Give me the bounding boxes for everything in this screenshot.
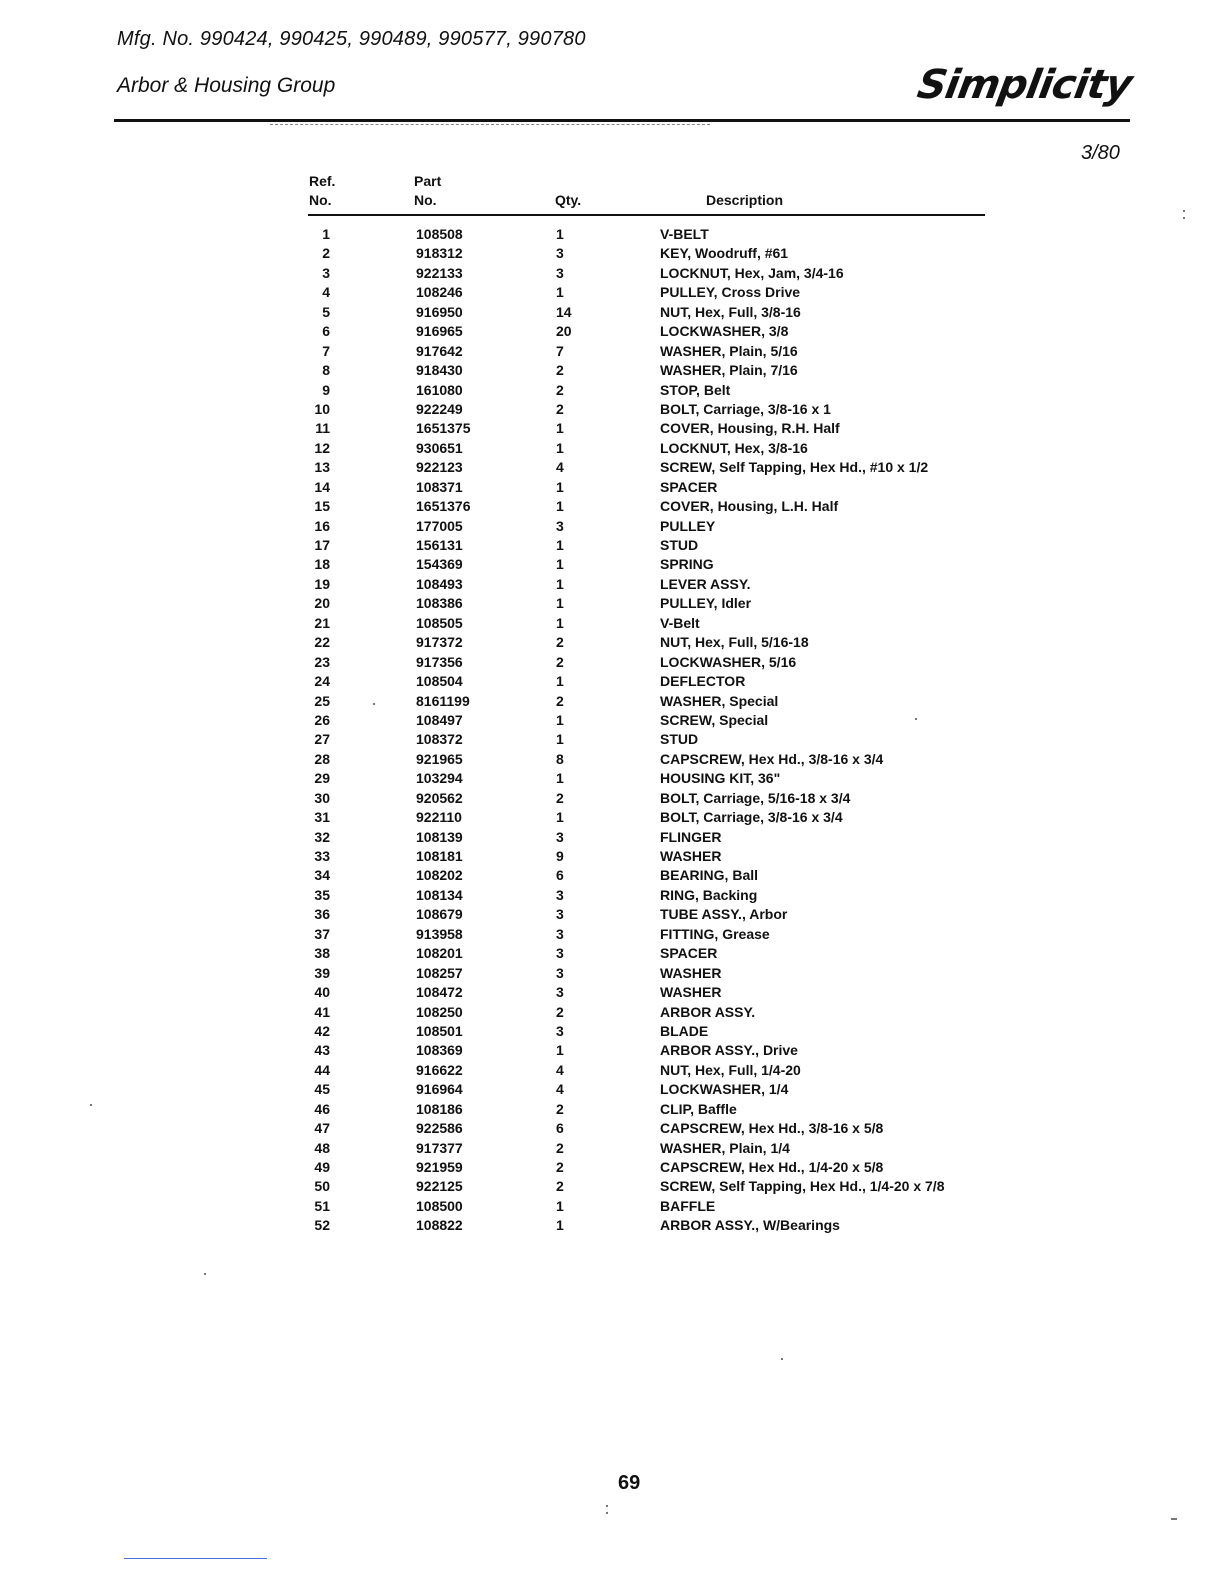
table-row: [300, 1119, 1020, 1138]
table-row: [300, 400, 1020, 419]
description-cell: BEARING, Ball: [660, 867, 759, 884]
ref-no-cell: 11: [315, 420, 330, 437]
part-no-cell: 1651375: [416, 420, 471, 437]
ref-no-cell: 46: [314, 1100, 330, 1117]
scan-speck: [781, 1358, 783, 1360]
ref-no-cell: 51: [314, 1197, 330, 1214]
ref-no-cell: 32: [314, 828, 330, 845]
part-no-cell: 922586: [416, 1120, 463, 1137]
qty-cell: 8: [556, 750, 564, 767]
ref-no-cell: 22: [314, 634, 330, 651]
table-row: [300, 828, 1020, 847]
description-cell: SCREW, Self Tapping, Hex Hd., #10 x 1/2: [660, 459, 929, 476]
ref-no-cell: 35: [314, 886, 330, 903]
part-no-cell: 913958: [416, 925, 463, 942]
ref-no-cell: 7: [322, 342, 330, 359]
description-cell: LOCKWASHER, 3/8: [660, 323, 789, 340]
ref-no-cell: 39: [314, 964, 330, 981]
qty-cell: 9: [556, 848, 564, 864]
description-cell: SCREW, Self Tapping, Hex Hd., 1/4-20 x 7/8: [660, 1178, 945, 1195]
ref-no-cell: 48: [314, 1139, 330, 1156]
description-cell: WASHER: [660, 984, 722, 1001]
column-header-description: Description: [706, 192, 784, 208]
part-no-cell: 917356: [416, 653, 463, 670]
part-no-cell: 1651376: [416, 498, 471, 515]
page-number: 69: [618, 1472, 641, 1494]
ref-no-cell: 44: [314, 1061, 330, 1078]
ref-no-cell: 2: [322, 245, 330, 262]
revision-date: 3/80: [1081, 142, 1120, 164]
ref-no-cell: 36: [314, 906, 330, 923]
group-title: Arbor & Housing Group: [117, 74, 336, 97]
ref-no-cell: 3: [322, 264, 330, 281]
scan-speck: [606, 1505, 608, 1507]
part-no-cell: 108472: [416, 984, 463, 1001]
ref-no-cell: 15: [314, 498, 330, 515]
part-no-cell: 108181: [416, 848, 463, 864]
table-row: [300, 303, 1020, 322]
table-row: [300, 1100, 1020, 1119]
qty-cell: 1: [556, 1042, 564, 1059]
part-no-cell: 108369: [416, 1042, 463, 1059]
column-header-ref-line1: Ref.: [309, 173, 336, 189]
qty-cell: 1: [556, 498, 564, 515]
description-cell: WASHER: [660, 964, 722, 981]
description-cell: CAPSCREW, Hex Hd., 3/8-16 x 3/4: [660, 750, 884, 767]
qty-cell: 3: [556, 925, 564, 942]
ref-no-cell: 52: [314, 1217, 330, 1234]
part-no-cell: 103294: [416, 770, 463, 787]
qty-cell: 6: [556, 867, 564, 884]
column-header-part-line1: Part: [414, 173, 442, 189]
qty-cell: 2: [556, 1100, 564, 1117]
part-no-cell: 916965: [416, 323, 463, 340]
qty-cell: 3: [556, 906, 564, 923]
ref-no-cell: 24: [314, 673, 330, 690]
qty-cell: 1: [556, 439, 564, 456]
qty-cell: 4: [556, 459, 564, 476]
table-row: [300, 555, 1020, 574]
table-row: [300, 750, 1020, 769]
ref-no-cell: 18: [314, 556, 330, 573]
table-row: [300, 886, 1020, 905]
ref-no-cell: 30: [314, 789, 330, 806]
description-cell: ARBOR ASSY.: [660, 1003, 756, 1020]
qty-cell: 2: [556, 1159, 564, 1175]
part-no-cell: 922249: [416, 400, 463, 417]
description-cell: NUT, Hex, Full, 3/8-16: [660, 303, 801, 320]
ref-no-cell: 29: [314, 770, 330, 787]
description-cell: CLIP, Baffle: [660, 1100, 737, 1117]
part-no-cell: 108386: [416, 595, 463, 612]
qty-cell: 2: [556, 692, 564, 709]
description-cell: DEFLECTOR: [660, 673, 746, 690]
table-row: [300, 944, 1020, 963]
description-cell: LEVER ASSY.: [660, 575, 751, 592]
qty-cell: 3: [556, 1022, 564, 1039]
table-row: [300, 769, 1020, 788]
qty-cell: 2: [556, 362, 564, 379]
table-row: [300, 575, 1020, 594]
description-cell: SPACER: [660, 478, 718, 495]
description-cell: CAPSCREW, Hex Hd., 3/8-16 x 5/8: [660, 1120, 884, 1137]
qty-cell: 1: [556, 556, 564, 573]
part-no-cell: 916622: [416, 1061, 463, 1078]
table-row: [300, 1061, 1020, 1080]
ref-no-cell: 34: [314, 867, 330, 884]
qty-cell: 1: [556, 770, 564, 787]
qty-cell: 1: [556, 575, 564, 592]
qty-cell: 1: [556, 537, 564, 553]
ref-no-cell: 1: [322, 226, 330, 242]
part-no-cell: 108371: [416, 478, 463, 495]
scan-speck: [915, 718, 917, 720]
table-row: [300, 672, 1020, 691]
scan-speck: [606, 1512, 608, 1514]
ref-no-cell: 41: [314, 1003, 330, 1020]
qty-cell: 2: [556, 381, 564, 398]
qty-cell: 1: [556, 809, 564, 826]
part-no-cell: 108822: [416, 1217, 463, 1234]
qty-cell: 1: [556, 614, 564, 631]
description-cell: FLINGER: [660, 828, 722, 845]
part-no-cell: 108186: [416, 1100, 463, 1117]
part-no-cell: 922123: [416, 459, 463, 476]
ref-no-cell: 27: [314, 731, 330, 748]
description-cell: SPRING: [660, 556, 714, 573]
description-cell: COVER, Housing, R.H. Half: [660, 420, 840, 437]
table-row: [300, 983, 1020, 1002]
description-cell: BOLT, Carriage, 5/16-18 x 3/4: [660, 789, 851, 806]
ref-no-cell: 23: [314, 653, 330, 670]
table-row: [300, 1177, 1020, 1196]
description-cell: COVER, Housing, L.H. Half: [660, 498, 839, 515]
table-row: [300, 692, 1020, 711]
qty-cell: 2: [556, 1178, 564, 1195]
part-no-cell: 108679: [416, 906, 463, 923]
table-row: [300, 866, 1020, 885]
description-cell: TUBE ASSY., Arbor: [660, 906, 788, 923]
ref-no-cell: 19: [314, 575, 330, 592]
qty-cell: 20: [556, 323, 572, 340]
description-cell: WASHER: [660, 848, 722, 864]
part-no-cell: 8161199: [416, 692, 470, 709]
ref-no-cell: 38: [314, 945, 330, 962]
qty-cell: 3: [556, 984, 564, 1001]
description-cell: PULLEY, Idler: [660, 595, 752, 612]
part-no-cell: 917642: [416, 342, 463, 359]
table-row: [300, 847, 1020, 866]
ref-no-cell: 13: [314, 459, 330, 476]
table-row: [300, 1216, 1020, 1235]
part-no-cell: 922110: [416, 809, 462, 826]
ref-no-cell: 21: [314, 614, 330, 631]
part-no-cell: 156131: [416, 537, 463, 553]
qty-cell: 1: [556, 1217, 564, 1234]
description-cell: RING, Backing: [660, 886, 758, 903]
table-row: [300, 653, 1020, 672]
ref-no-cell: 37: [314, 925, 330, 942]
parts-list: [300, 225, 1020, 1236]
description-cell: SPACER: [660, 945, 718, 962]
description-cell: CAPSCREW, Hex Hd., 1/4-20 x 5/8: [660, 1159, 884, 1175]
table-row: [300, 633, 1020, 652]
part-no-cell: 108500: [416, 1197, 463, 1214]
part-no-cell: 108257: [416, 964, 463, 981]
part-no-cell: 922133: [416, 264, 463, 281]
simplicity-logo: Simplicity: [913, 62, 1135, 108]
description-cell: PULLEY, Cross Drive: [660, 284, 801, 301]
part-no-cell: 108250: [416, 1003, 463, 1020]
ref-no-cell: 45: [314, 1081, 330, 1098]
part-no-cell: 108504: [416, 673, 463, 690]
description-cell: KEY, Woodruff, #61: [660, 245, 789, 262]
description-cell: LOCKNUT, Hex, 3/8-16: [660, 439, 808, 456]
ref-no-cell: 4: [322, 284, 330, 301]
ref-no-cell: 9: [322, 381, 330, 398]
ref-no-cell: 26: [314, 711, 330, 728]
part-no-cell: 916950: [416, 303, 463, 320]
description-cell: WASHER, Special: [660, 692, 779, 709]
table-row: [300, 342, 1020, 361]
part-no-cell: 922125: [416, 1178, 463, 1195]
qty-cell: 3: [556, 517, 564, 534]
scan-speck: [204, 1273, 206, 1275]
ref-no-cell: 47: [314, 1120, 330, 1137]
ref-no-cell: 16: [314, 517, 330, 534]
ref-no-cell: 31: [314, 809, 330, 826]
table-row: [300, 711, 1020, 730]
table-row: [300, 439, 1020, 458]
ref-no-cell: 49: [314, 1159, 330, 1175]
description-cell: ARBOR ASSY., W/Bearings: [660, 1217, 840, 1234]
table-row: [300, 1197, 1020, 1216]
scan-speck: [1183, 217, 1185, 219]
ref-no-cell: 33: [314, 848, 330, 864]
table-row: [300, 497, 1020, 516]
table-row: [300, 225, 1020, 244]
description-cell: ARBOR ASSY., Drive: [660, 1042, 798, 1059]
part-no-cell: 108134: [416, 886, 463, 903]
part-no-cell: 108246: [416, 284, 463, 301]
part-no-cell: 916964: [416, 1081, 463, 1098]
qty-cell: 3: [556, 886, 564, 903]
part-no-cell: 921959: [416, 1159, 463, 1175]
description-cell: V-BELT: [660, 226, 709, 242]
part-no-cell: 918312: [416, 245, 463, 262]
qty-cell: 2: [556, 400, 564, 417]
description-cell: BOLT, Carriage, 3/8-16 x 1: [660, 400, 831, 417]
qty-cell: 14: [556, 303, 572, 320]
table-row: [300, 478, 1020, 497]
qty-cell: 2: [556, 1003, 564, 1020]
table-row: [300, 1003, 1020, 1022]
description-cell: SCREW, Special: [660, 711, 769, 728]
qty-cell: 2: [556, 1139, 564, 1156]
ref-no-cell: 20: [314, 595, 330, 612]
table-row: [300, 264, 1020, 283]
part-no-cell: 917377: [416, 1139, 463, 1156]
part-no-cell: 108505: [416, 614, 463, 631]
description-cell: V-Belt: [660, 614, 700, 631]
description-cell: STUD: [660, 731, 699, 748]
column-header-qty: Qty.: [555, 192, 582, 208]
qty-cell: 3: [556, 945, 564, 962]
description-cell: BOLT, Carriage, 3/8-16 x 3/4: [660, 809, 843, 826]
table-row: [300, 322, 1020, 341]
qty-cell: 1: [556, 478, 564, 495]
column-header-ref-line2: No.: [309, 192, 332, 208]
table-row: [300, 1139, 1020, 1158]
qty-cell: 3: [556, 264, 564, 281]
part-no-cell: 108493: [416, 575, 463, 592]
table-row: [300, 808, 1020, 827]
part-no-cell: 918430: [416, 362, 463, 379]
table-row: [300, 1022, 1020, 1041]
qty-cell: 2: [556, 789, 564, 806]
description-cell: STUD: [660, 537, 699, 553]
qty-cell: 1: [556, 420, 564, 437]
part-no-cell: 108202: [416, 867, 463, 884]
part-no-cell: 917372: [416, 634, 463, 651]
qty-cell: 2: [556, 653, 564, 670]
ref-no-cell: 43: [314, 1042, 330, 1059]
table-row: [300, 458, 1020, 477]
table-row: [300, 381, 1020, 400]
table-row: [300, 905, 1020, 924]
ref-no-cell: 17: [314, 537, 330, 553]
part-no-cell: 921965: [416, 750, 463, 767]
description-cell: WASHER, Plain, 5/16: [660, 342, 798, 359]
qty-cell: 3: [556, 245, 564, 262]
header-rule: [114, 119, 1130, 122]
ref-no-cell: 8: [322, 362, 330, 379]
qty-cell: 1: [556, 711, 564, 728]
table-row: [300, 419, 1020, 438]
column-header-rule: [308, 214, 985, 216]
part-no-cell: 154369: [416, 556, 463, 573]
ref-no-cell: 40: [314, 984, 330, 1001]
table-row: [300, 1158, 1020, 1177]
blue-underline: [124, 1558, 267, 1559]
description-cell: NUT, Hex, Full, 5/16-18: [660, 634, 809, 651]
column-header-ref: [309, 172, 335, 210]
description-cell: WASHER, Plain, 7/16: [660, 362, 798, 379]
description-cell: BLADE: [660, 1022, 709, 1039]
ref-no-cell: 50: [314, 1178, 330, 1195]
description-cell: LOCKNUT, Hex, Jam, 3/4-16: [660, 264, 844, 281]
description-cell: HOUSING KIT, 36": [660, 770, 781, 787]
table-row: [300, 1041, 1020, 1060]
description-cell: BAFFLE: [660, 1197, 716, 1214]
ref-no-cell: 6: [322, 323, 330, 340]
ref-no-cell: 42: [314, 1022, 330, 1039]
ref-no-cell: 25: [314, 692, 330, 709]
qty-cell: 6: [556, 1120, 564, 1137]
column-header-part: [414, 172, 441, 210]
qty-cell: 1: [556, 595, 564, 612]
description-cell: LOCKWASHER, 1/4: [660, 1081, 789, 1098]
qty-cell: 1: [556, 226, 564, 242]
table-row: [300, 964, 1020, 983]
part-no-cell: 177005: [416, 517, 463, 534]
header-rule-ghost: [270, 124, 710, 126]
mfg-numbers: Mfg. No. 990424, 990425, 990489, 990577, 990780: [117, 28, 586, 50]
table-row: [300, 536, 1020, 555]
description-cell: LOCKWASHER, 5/16: [660, 653, 797, 670]
part-no-cell: 108201: [416, 945, 463, 962]
qty-cell: 1: [556, 731, 564, 748]
qty-cell: 1: [556, 284, 564, 301]
table-row: [300, 361, 1020, 380]
part-no-cell: 108372: [416, 731, 463, 748]
description-cell: WASHER, Plain, 1/4: [660, 1139, 790, 1156]
qty-cell: 3: [556, 964, 564, 981]
table-row: [300, 244, 1020, 263]
table-row: [300, 283, 1020, 302]
part-no-cell: 108497: [416, 711, 463, 728]
qty-cell: 7: [556, 342, 564, 359]
description-cell: NUT, Hex, Full, 1/4-20: [660, 1061, 801, 1078]
part-no-cell: 108139: [416, 828, 463, 845]
table-row: [300, 1080, 1020, 1099]
qty-cell: 1: [556, 673, 564, 690]
ref-no-cell: 10: [314, 400, 330, 417]
qty-cell: 1: [556, 1197, 564, 1214]
qty-cell: 4: [556, 1061, 564, 1078]
scan-speck: [1183, 210, 1185, 212]
qty-cell: 2: [556, 634, 564, 651]
table-row: [300, 594, 1020, 613]
ref-no-cell: 28: [314, 750, 330, 767]
table-row: [300, 789, 1020, 808]
ref-no-cell: 12: [314, 439, 330, 456]
qty-cell: 3: [556, 828, 564, 845]
table-row: [300, 517, 1020, 536]
description-cell: STOP, Belt: [660, 381, 731, 398]
part-no-cell: 161080: [416, 381, 463, 398]
table-row: [300, 730, 1020, 749]
qty-cell: 4: [556, 1081, 564, 1098]
table-row: [300, 925, 1020, 944]
scan-speck: [373, 703, 375, 705]
scan-speck: [90, 1104, 92, 1106]
part-no-cell: 920562: [416, 789, 463, 806]
description-cell: PULLEY: [660, 517, 716, 534]
ref-no-cell: 5: [322, 303, 330, 320]
part-no-cell: 108501: [416, 1022, 463, 1039]
scan-speck: [1171, 1518, 1177, 1520]
part-no-cell: 108508: [416, 226, 463, 242]
column-header-part-line2: No.: [414, 192, 437, 208]
part-no-cell: 930651: [416, 439, 463, 456]
ref-no-cell: 14: [314, 478, 330, 495]
table-row: [300, 614, 1020, 633]
description-cell: FITTING, Grease: [660, 925, 770, 942]
